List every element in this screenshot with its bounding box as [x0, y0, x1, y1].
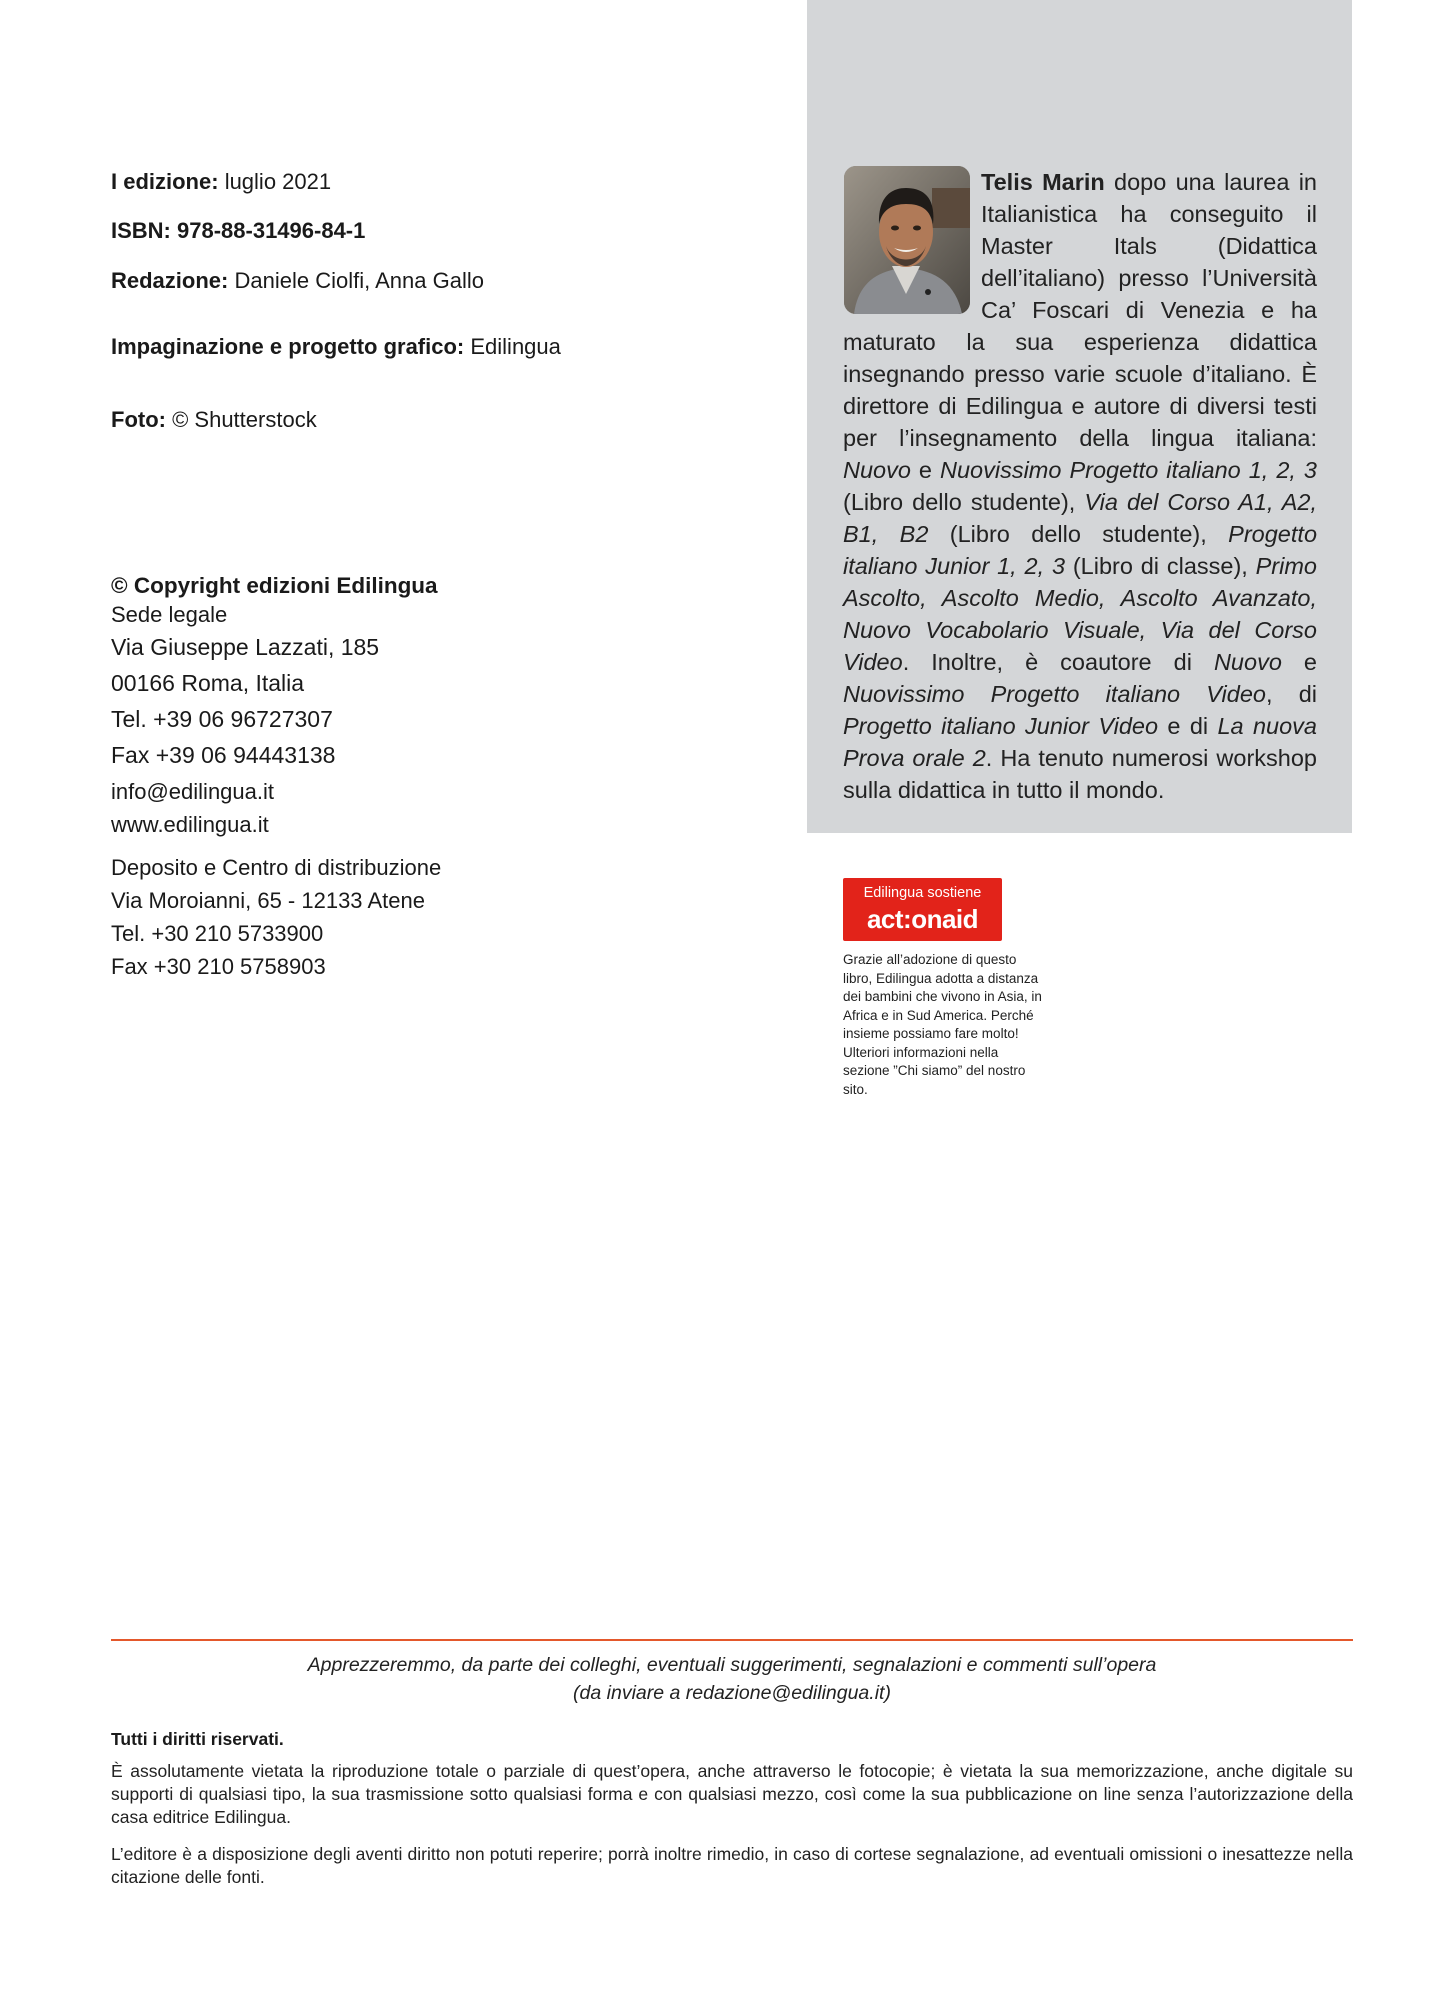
- footer-divider: [111, 1639, 1353, 1641]
- edition-value: luglio 2021: [224, 169, 332, 194]
- bio-text: (Libro dello studente),: [928, 521, 1229, 547]
- feedback-request: Apprezzeremmo, da parte dei colleghi, eventuali suggerimenti, segnalazioni e commenti sull’opera: [307, 1654, 1157, 1676]
- actionaid-tagline: Edilingua sostiene: [863, 885, 982, 901]
- isbn-value: ISBN: 978-88-31496-84-1: [111, 218, 366, 243]
- bio-text: (Libro dello studente),: [843, 489, 1085, 515]
- foto-line: [111, 405, 317, 435]
- street-address: Via Giuseppe Lazzati, 185: [111, 634, 380, 660]
- deposito-fax: Fax +30 210 5758903: [111, 954, 326, 979]
- foto-value: © Shutterstock: [172, 407, 317, 432]
- bio-text: (Libro di classe),: [1065, 553, 1256, 579]
- bio-text: dopo una laurea in Italianistica ha conseguito il Master Itals (Didattica dell’italiano) presso l’Università Ca’ Foscari di Venezia e ha maturato la sua esperienza didattica insegnando presso varie scuole d’italiano. È direttore di Edilingua e autore di diversi testi per l’insegnamento della lingua italiana:: [843, 169, 1317, 451]
- bio-text: e: [910, 457, 940, 483]
- deposito-label: Deposito e Centro di distribuzione: [111, 855, 442, 880]
- deposito-phone: Tel. +30 210 5733900: [111, 921, 324, 946]
- publisher-disclaimer: L’editore è a disposizione degli aventi diritto non potuti reperire; porrà inoltre rimedio, in caso di cortese segnalazione, ad eventuali omissioni o inesattezze nella citazione delle fonti.: [111, 1844, 1353, 1887]
- bio-title: Nuovissimo Progetto italiano 1, 2, 3: [940, 457, 1317, 483]
- bio-title: Via del Corso A1, A2, B1, B2: [843, 489, 1317, 547]
- bio-title: La nuova Prova orale 2: [843, 713, 1317, 771]
- rights-title: Tutti i diritti riservati.: [111, 1729, 284, 1749]
- bio-text: e di: [1158, 713, 1218, 739]
- sede-label: Sede legale: [111, 602, 228, 627]
- city-address: 00166 Roma, Italia: [111, 670, 305, 696]
- fax-number: Fax +39 06 94443138: [111, 742, 336, 768]
- edition-label: I edizione:: [111, 169, 219, 194]
- actionaid-wordmark: act:onaid: [866, 904, 979, 934]
- foto-label: Foto:: [111, 407, 166, 432]
- actionaid-logo: [843, 878, 1002, 941]
- bio-text: e: [1281, 649, 1317, 675]
- impaginazione-label: Impaginazione e progetto grafico:: [111, 334, 465, 359]
- bio-title: Nuovo: [843, 457, 911, 483]
- bio-title: Progetto italiano Junior Video: [843, 713, 1159, 739]
- actionaid-note: Grazie all’adozione di questo libro, Edilingua adotta a distanza dei bambini che vivono in Asia, in Africa e in Sud America. Perché insieme possiamo fare molto! Ulteriori informazioni nella sezione ”Chi siamo” del nostro sito.: [843, 952, 1042, 1097]
- bio-title: Primo Ascolto, Ascolto Medio, Ascolto Avanzato, Nuovo Vocabolario Visuale, Via del Corso Video: [843, 553, 1317, 675]
- edition-line: [111, 167, 331, 197]
- isbn-line: [111, 216, 365, 246]
- copyright-line: © Copyright edizioni Edilingua: [111, 573, 438, 598]
- photo-wrap-spacer: [843, 166, 981, 322]
- author-bio: [843, 166, 1317, 806]
- author-name: Telis Marin: [981, 169, 1105, 195]
- phone-number: Tel. +39 06 96727307: [111, 706, 333, 732]
- website-link[interactable]: www.edilingua.it: [111, 812, 269, 837]
- bio-text: . Inoltre, è coautore di: [902, 649, 1214, 675]
- bio-title: Progetto italiano Junior 1, 2, 3: [843, 521, 1318, 579]
- bio-text: , di: [1265, 681, 1317, 707]
- deposito-address: Via Moroianni, 65 - 12133 Atene: [111, 888, 425, 913]
- redazione-line: [111, 266, 484, 296]
- bio-title: Nuovissimo Progetto italiano Video: [843, 681, 1266, 707]
- email-link[interactable]: info@edilingua.it: [111, 779, 274, 804]
- redazione-value: Daniele Ciolfi, Anna Gallo: [234, 268, 484, 293]
- bio-title: Nuovo: [1213, 649, 1282, 675]
- redazione-label: Redazione:: [111, 268, 229, 293]
- legal-notice: È assolutamente vietata la riproduzione totale o parziale di quest’opera, anche attraverso le fotocopie; è vietata la sua memorizzazione, anche digitale su supporti di qualsiasi tipo, la sua trasmissione sotto qualsiasi forma e con qualsiasi mezzo, così come la sua pubblicazione on line senza l’autorizzazione della casa editrice Edilingua.: [111, 1761, 1353, 1827]
- feedback-email: (da inviare a redazione@edilingua.it): [573, 1682, 891, 1704]
- bio-text: . Ha tenuto numerosi workshop sulla didattica in tutto il mondo.: [843, 745, 1317, 803]
- impaginazione-line: [111, 332, 561, 362]
- impaginazione-value: Edilingua: [470, 334, 561, 359]
